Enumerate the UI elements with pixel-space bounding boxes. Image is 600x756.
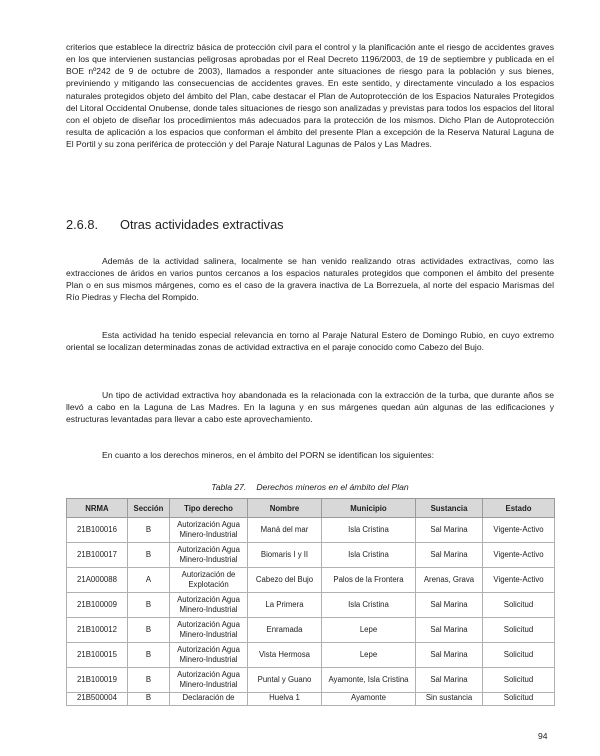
cell-nombre: Enramada <box>248 618 322 643</box>
section-title: Otras actividades extractivas <box>120 217 284 232</box>
cell-estado: Solicitud <box>483 693 555 706</box>
cell-sustancia: Sal Marina <box>416 593 483 618</box>
cell-municipio: Palos de la Frontera <box>322 568 416 593</box>
cell-municipio: Lepe <box>322 643 416 668</box>
section-number: 2.6.8. <box>66 217 99 232</box>
section-heading <box>66 217 284 232</box>
cell-nombre: Puntal y Guano <box>248 668 322 693</box>
cell-tipo: Autorización Agua Minero-Industrial <box>170 618 248 643</box>
cell-nrma: 21B100016 <box>67 518 128 543</box>
cell-sustancia: Sal Marina <box>416 668 483 693</box>
cell-sustancia: Sal Marina <box>416 643 483 668</box>
intro-paragraph: criterios que establece la directriz básica de protección civil para el control y la planificación ante el riesgo de accidentes graves en los que intervienen sustancias peligrosas aprobadas por el Real Decreto 1196/2003, de 19 de septiembre y publicada en el BOE nº242 de 9 de octubre de 2003), llamados a responder ante situaciones de riesgo para la población y sus bienes, previniendo y mitigando las consecuencias de accidentes graves. En este sentido, y directamente vinculado a los espacios naturales protegidos objeto del ámbito del Plan, cabe destacar el Plan de Autoprotección de los Espacios Naturales Protegidos del Litoral Occidental Onubense, donde tales situaciones de riesgo son analizadas y previstas para todos los espacios del litoral con el objeto de diseñar los procedimientos más adecuados para la protección de los mismos. Dicho Plan de Autoprotección resulta de aplicación a los espacios que conforman el ámbito del presente Plan a excepción de la Reserva Natural Laguna de El Portil y su zona periférica de protección y del Paraje Natural Lagunas de Palos y Las Madres. <box>66 42 554 150</box>
cell-tipo: Autorización Agua Minero-Industrial <box>170 593 248 618</box>
cell-nrma: 21A000088 <box>67 568 128 593</box>
cell-nrma: 21B100012 <box>67 618 128 643</box>
table-row <box>67 568 555 593</box>
mining-rights-table <box>66 498 555 706</box>
cell-nrma: 21B500004 <box>67 693 128 706</box>
cell-sustancia: Sin sustancia <box>416 693 483 706</box>
header-nombre: Nombre <box>248 499 322 518</box>
cell-seccion: B <box>128 543 170 568</box>
cell-sustancia: Arenas, Grava <box>416 568 483 593</box>
cell-sustancia: Sal Marina <box>416 543 483 568</box>
header-sustancia: Sustancia <box>416 499 483 518</box>
cell-nrma: 21B100015 <box>67 643 128 668</box>
paragraph-domingo-rubio: Esta actividad ha tenido especial relevancia en torno al Paraje Natural Estero de Domingo Rubio, en cuyo extremo oriental se localizan determinadas zonas de actividad extractiva en el paraje conocido como Cabezo del Bujo. <box>66 330 554 353</box>
cell-estado: Solicitud <box>483 668 555 693</box>
cell-estado: Vigente-Activo <box>483 543 555 568</box>
cell-estado: Vigente-Activo <box>483 518 555 543</box>
header-seccion: Sección <box>128 499 170 518</box>
cell-seccion: B <box>128 693 170 706</box>
cell-seccion: B <box>128 643 170 668</box>
cell-seccion: B <box>128 518 170 543</box>
cell-nombre: Biomaris I y II <box>248 543 322 568</box>
cell-nombre: La Primera <box>248 593 322 618</box>
page-number: 94 <box>538 731 548 741</box>
cell-seccion: B <box>128 593 170 618</box>
paragraph-turba: Un tipo de actividad extractiva hoy abandonada es la relacionada con la extracción de la turba, que durante años se llevó a cabo en la Laguna de Las Madres. En la laguna y en sus márgenes quedan aún algunas de las edificaciones y estructuras levantadas para llevar a cabo este aprovechamiento. <box>66 390 554 425</box>
cell-seccion: B <box>128 668 170 693</box>
table-row <box>67 693 555 706</box>
cell-tipo: Autorización Agua Minero-Industrial <box>170 643 248 668</box>
cell-sustancia: Sal Marina <box>416 518 483 543</box>
table-row <box>67 543 555 568</box>
cell-municipio: Isla Cristina <box>322 593 416 618</box>
cell-municipio: Ayamonte, Isla Cristina <box>322 668 416 693</box>
cell-tipo: Autorización Agua Minero-Industrial <box>170 543 248 568</box>
table-caption <box>66 482 554 492</box>
table-row <box>67 668 555 693</box>
cell-nombre: Huelva 1 <box>248 693 322 706</box>
cell-estado: Solicitud <box>483 618 555 643</box>
table-caption-title: Derechos mineros en el ámbito del Plan <box>256 482 409 492</box>
table-row <box>67 518 555 543</box>
cell-nrma: 21B100009 <box>67 593 128 618</box>
cell-nombre: Cabezo del Bujo <box>248 568 322 593</box>
header-estado: Estado <box>483 499 555 518</box>
cell-sustancia: Sal Marina <box>416 618 483 643</box>
paragraph-extractions: Además de la actividad salinera, localmente se han venido realizando otras actividades extractivas, como las extracciones de áridos en varios puntos cercanos a los espacios naturales protegidos que componen el ámbito del presente Plan o en sus mismos márgenes, como es el caso de la gravera inactiva de La Borrezuela, al norte del espacio Marismas del Río Piedras y Flecha del Rompido. <box>66 256 554 303</box>
cell-municipio: Isla Cristina <box>322 518 416 543</box>
table-caption-label: Tabla 27. <box>211 482 247 492</box>
cell-municipio: Ayamonte <box>322 693 416 706</box>
cell-seccion: B <box>128 618 170 643</box>
table-header-row <box>67 499 555 518</box>
table-row <box>67 618 555 643</box>
table-row <box>67 593 555 618</box>
cell-tipo: Autorización de Explotación <box>170 568 248 593</box>
cell-municipio: Isla Cristina <box>322 543 416 568</box>
header-municipio: Municipio <box>322 499 416 518</box>
cell-nrma: 21B100017 <box>67 543 128 568</box>
cell-nrma: 21B100019 <box>67 668 128 693</box>
cell-nombre: Maná del mar <box>248 518 322 543</box>
cell-tipo: Declaración de <box>170 693 248 706</box>
cell-estado: Vigente-Activo <box>483 568 555 593</box>
header-nrma: NRMA <box>67 499 128 518</box>
cell-estado: Solicitud <box>483 593 555 618</box>
table-row <box>67 643 555 668</box>
header-tipo-derecho: Tipo derecho <box>170 499 248 518</box>
cell-tipo: Autorización Agua Minero-Industrial <box>170 518 248 543</box>
cell-seccion: A <box>128 568 170 593</box>
paragraph-mining-rights-intro: En cuanto a los derechos mineros, en el ámbito del PORN se identifican los siguientes: <box>102 450 434 460</box>
cell-municipio: Lepe <box>322 618 416 643</box>
cell-estado: Solicitud <box>483 643 555 668</box>
cell-nombre: Vista Hermosa <box>248 643 322 668</box>
cell-tipo: Autorización Agua Minero-Industrial <box>170 668 248 693</box>
